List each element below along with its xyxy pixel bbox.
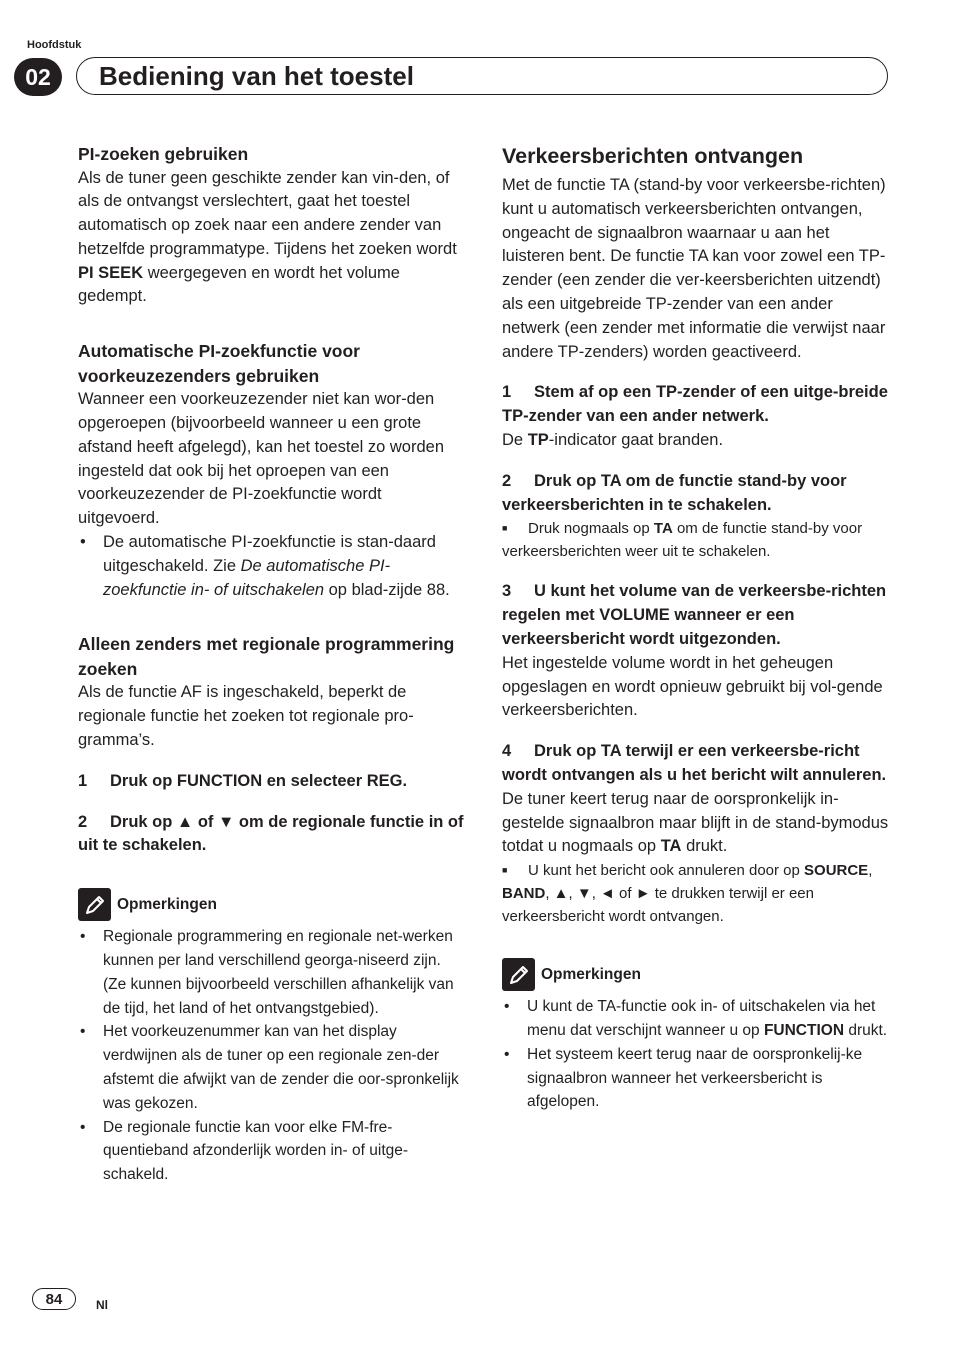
- pi-search-paragraph: [78, 167, 466, 310]
- right-column: [502, 142, 894, 1114]
- pi-para-text-b: weergegeven en wordt het volume gedempt.: [78, 263, 400, 306]
- ta-label: TA: [653, 520, 673, 538]
- step-1-description: [502, 429, 894, 453]
- left-notes-header: [78, 888, 466, 921]
- chapter-label: Hoofdstuk: [27, 39, 82, 51]
- note-text-b: , ▲, ▼, ◄ of ► te drukken terwijl er een verkeersbericht wordt ontvangen.: [502, 885, 814, 926]
- pi-search-heading: PI-zoeken gebruiken: [78, 144, 249, 164]
- notes-label: Opmerkingen: [117, 895, 217, 913]
- pencil-note-icon: [78, 888, 111, 921]
- auto-bullet-reference: De automatische PI-zoekfunctie in- of uitschakelen: [103, 556, 391, 599]
- band-label: BAND: [502, 885, 546, 903]
- step-text: U kunt het volume van de verkeersbe-richten regelen met VOLUME wanneer er een verkeersbericht wordt uitgezonden.: [502, 582, 887, 648]
- step-2-note: [502, 517, 894, 563]
- pi-seek-label: PI SEEK: [78, 263, 144, 282]
- tp-label: TP: [527, 430, 549, 449]
- left-column: [78, 142, 466, 1187]
- notes-label: Opmerkingen: [541, 965, 641, 983]
- chapter-title: Bediening van het toestel: [99, 60, 414, 91]
- language-code: Nl: [96, 1298, 108, 1312]
- auto-pi-heading: Automatische PI-zoekfunctie voor voorkeuzezenders gebruiken: [78, 341, 360, 386]
- traffic-intro: Met de functie TA (stand-by voor verkeersbe-richten) kunt u automatisch verkeersberichten ontvangen, ongeacht de signaalbron waarnaar u aan het luisteren bent. De functie TA kan voor zowel een TP-zender (een zender die ver-keersberichten uitzendt) als een uitgebreide TP-zender van een ander netwerk (een zender met informatie die verwijst naar andere TP-zenders) worden geactiveerd.: [502, 176, 886, 361]
- auto-pi-paragraph: Wanneer een voorkeuzezender niet kan wor-den opgeroepen (bijvoorbeeld wanneer u een grote afstand heeft afgelegd), kan het toestel zo worden ingesteld dat ook bij het oproepen van een voorkeuzezender de PI-zoekfunctie wordt uitgevoerd.: [78, 390, 444, 528]
- note-item: • Regionale programmering en regionale net-werken kunnen per land verschillend georga-niseerd zijn. (Ze kunnen bijvoorbeeld verschillen afhankelijk van de tijd, het land of het ontvangstgebied).: [78, 925, 466, 1020]
- step-number: 2: [78, 812, 88, 831]
- step-3-description: Het ingestelde volume wordt in het geheugen opgeslagen en wordt opnieuw gebruikt bij vol-gende verkeersberichten.: [502, 653, 883, 720]
- step-number: 1: [78, 771, 88, 790]
- left-step-2: [78, 811, 466, 859]
- step-4-description: [502, 788, 894, 859]
- desc-text-b: -indicator gaat branden.: [548, 430, 724, 449]
- traffic-heading: Verkeersberichten ontvangen: [502, 144, 804, 168]
- note-item: • Het voorkeuzenummer kan van het display verdwijnen als de tuner op een regionale zen-der afstemt die afwijkt van de zender die oor-spronkelijk was gekozen.: [78, 1020, 466, 1115]
- note-text-b: om de functie stand-by voor verkeersberichten weer uit te schakelen.: [502, 520, 863, 561]
- auto-pi-bullet: [78, 531, 466, 602]
- step-text: Druk op FUNCTION en selecteer REG.: [110, 771, 408, 790]
- step-4-note: [502, 859, 894, 928]
- desc-text-a: De tuner keert terug naar de oorspronkelijk in-gestelde signaalbron maar blijft in de stand-bymodus totdat u nogmaals op: [502, 789, 889, 856]
- pi-para-text-a: Als de tuner geen geschikte zender kan vin-den, of als de ontvangst verslechtert, gaat het toestel automatisch op zoek naar een andere zender van hetzelfde programmatype. Tijdens het zoeken wordt: [78, 168, 457, 258]
- step-text: Druk op ▲ of ▼ om de regionale functie in of uit te schakelen.: [78, 812, 464, 855]
- note-text-a: Druk nogmaals op: [528, 520, 654, 538]
- regional-paragraph: Als de functie AF is ingeschakeld, beperkt de regionale functie het zoeken tot regionale pro-gramma’s.: [78, 683, 414, 750]
- right-step-3: [502, 580, 894, 651]
- note-item: [502, 995, 894, 1043]
- pencil-note-icon: [502, 958, 535, 991]
- step-number: 3: [502, 582, 512, 601]
- step-text: Druk op TA om de functie stand-by voor verkeersberichten in te schakelen.: [502, 471, 847, 514]
- right-step-2: [502, 470, 894, 518]
- note-text-a: U kunt de TA-functie ook in- of uitschakelen via het menu dat verschijnt wanneer u op: [527, 998, 876, 1039]
- auto-bullet-text-b: op blad-zijde 88.: [324, 580, 450, 599]
- square-bullet-icon: ■: [502, 865, 508, 876]
- step-number: 2: [502, 471, 512, 490]
- ta-label: TA: [660, 837, 682, 856]
- step-number: 1: [502, 383, 512, 402]
- function-label: FUNCTION: [763, 1021, 845, 1039]
- step-text: Druk op TA terwijl er een verkeersbe-richt wordt ontvangen als u het bericht wilt annuleren.: [502, 742, 887, 784]
- source-label: SOURCE: [804, 862, 869, 880]
- step-number: 4: [502, 742, 512, 761]
- chapter-number-badge: 02: [14, 58, 62, 96]
- auto-bullet-text-a: De automatische PI-zoekfunctie is stan-daard uitgeschakeld. Zie: [103, 533, 436, 575]
- note-item: • De regionale functie kan voor elke FM-fre-quentieband afzonderlijk worden in- of uitge-schakeld.: [78, 1116, 466, 1187]
- note-item: • Het systeem keert terug naar de oorspronkelij-ke signaalbron wanneer het verkeersbericht is afgelopen.: [502, 1043, 894, 1114]
- chapter-title-box: [76, 57, 888, 95]
- note-comma: ,: [868, 862, 873, 880]
- square-bullet-icon: ■: [502, 523, 508, 534]
- step-text: Stem af op een TP-zender of een uitge-breide TP-zender van een ander netwerk.: [502, 383, 888, 426]
- page-number: 84: [32, 1288, 76, 1310]
- right-notes-header: [502, 958, 894, 991]
- desc-text-a: De: [502, 430, 528, 449]
- left-step-1: [78, 770, 466, 794]
- desc-text-b: drukt.: [681, 837, 728, 856]
- note-text-b: drukt.: [844, 1021, 888, 1039]
- right-step-1: [502, 381, 894, 429]
- left-notes-list: [78, 925, 466, 1187]
- right-step-4: [502, 740, 894, 788]
- note-text-a: U kunt het bericht ook annuleren door op: [528, 862, 805, 880]
- right-notes-list: [502, 995, 894, 1114]
- regional-heading: Alleen zenders met regionale programmering zoeken: [78, 634, 455, 679]
